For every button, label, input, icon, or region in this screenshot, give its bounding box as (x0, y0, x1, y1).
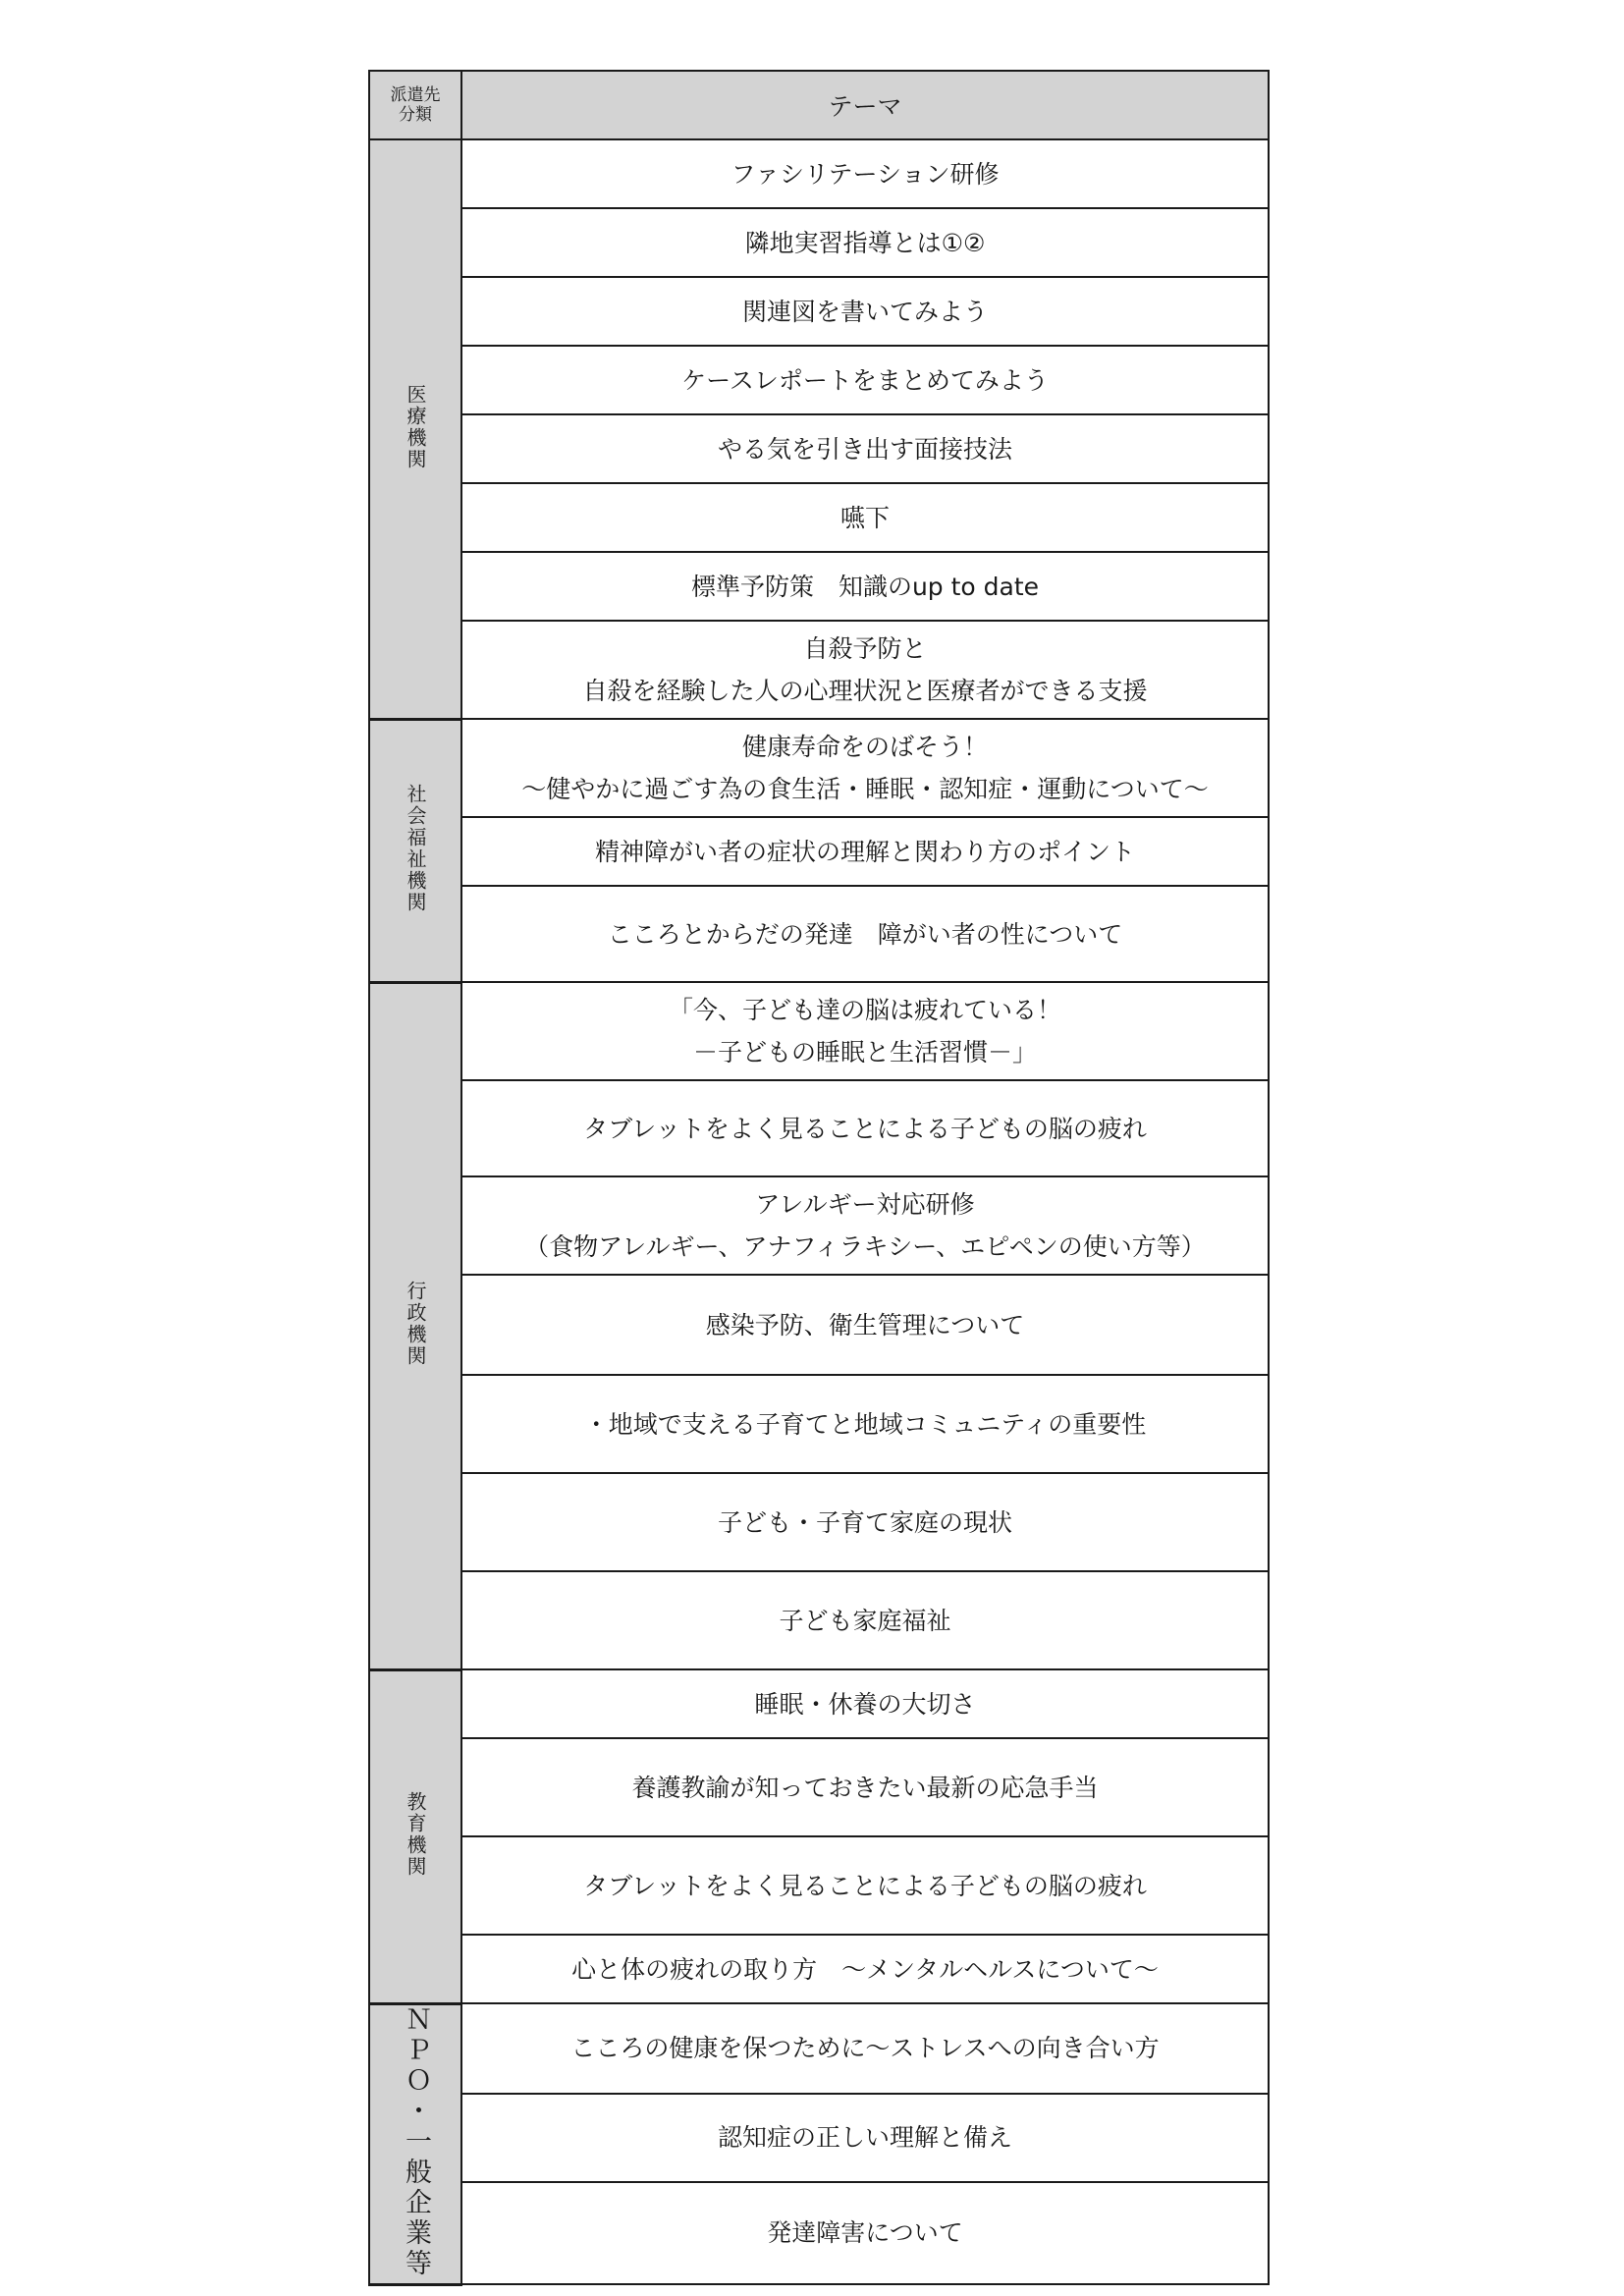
theme-text-line: 嚥下 (839, 503, 890, 532)
theme-text-line: 隣地実習指導とは①② (744, 228, 986, 257)
theme-cell (461, 552, 1269, 621)
theme-cell (461, 719, 1269, 817)
theme-row (369, 621, 1269, 719)
theme-row (369, 1571, 1269, 1669)
theme-row (369, 982, 1269, 1080)
theme-text-line: 標準予防策 知識のup to date (690, 572, 1040, 601)
category-label: 行政機関 (404, 1281, 427, 1367)
theme-row (369, 1669, 1269, 1738)
theme-row (369, 817, 1269, 886)
header-row (369, 71, 1269, 139)
theme-cell (461, 886, 1269, 982)
theme-row (369, 886, 1269, 982)
theme-row (369, 552, 1269, 621)
theme-row (369, 2094, 1269, 2182)
theme-cell (461, 2003, 1269, 2094)
category-cell (369, 719, 461, 982)
theme-row (369, 277, 1269, 346)
theme-cell (461, 1080, 1269, 1176)
theme-text-line: タブレットをよく見ることによる子どもの脳の疲れ (583, 1871, 1147, 1900)
theme-row (369, 719, 1269, 817)
theme-row (369, 1935, 1269, 2003)
theme-text-line: 感染予防、衛生管理について (705, 1310, 1025, 1339)
theme-cell (461, 1375, 1269, 1473)
theme-text-line: 養護教諭が知っておきたい最新の応急手当 (631, 1773, 1099, 1802)
theme-text-line: 自殺を経験した人の心理状況と医療者ができる支援 (582, 677, 1148, 705)
theme-cell (461, 2182, 1269, 2284)
theme-row (369, 1473, 1269, 1571)
theme-row (369, 2182, 1269, 2284)
theme-text-line: 自殺予防と (803, 634, 927, 663)
theme-text-line: 関連図を書いてみよう (741, 297, 988, 326)
theme-cell (461, 346, 1269, 414)
theme-text-line: ケースレポートをまとめてみよう (681, 365, 1049, 395)
theme-text-line: 発達障害について (767, 2218, 963, 2248)
theme-row (369, 1176, 1269, 1275)
category-cell (369, 139, 461, 719)
theme-cell (461, 1738, 1269, 1836)
theme-cell (461, 1176, 1269, 1275)
theme-text-line: アレルギー対応研修 (755, 1190, 975, 1219)
category-label: 教育機関 (404, 1791, 427, 1878)
theme-row (369, 139, 1269, 208)
header-category-line-1: 派遣先 (390, 85, 441, 105)
theme-text-line: やる気を引き出す面接技法 (717, 434, 1012, 464)
theme-cell (461, 1571, 1269, 1669)
theme-cell (461, 483, 1269, 552)
theme-text-line: ・地域で支える子育てと地域コミュニティの重要性 (583, 1409, 1147, 1439)
theme-row (369, 346, 1269, 414)
theme-cell (461, 1275, 1269, 1375)
header-theme-cell (461, 71, 1269, 139)
theme-text-line: 認知症の正しい理解と備え (717, 2123, 1012, 2153)
theme-cell (461, 1669, 1269, 1738)
theme-cell (461, 1836, 1269, 1935)
header-category-cell (369, 71, 461, 139)
theme-cell (461, 208, 1269, 277)
theme-text-line: ファシリテーション研修 (731, 159, 1000, 189)
theme-cell (461, 1473, 1269, 1571)
theme-text-line: －子どもの睡眠と生活習慣－」 (692, 1038, 1037, 1066)
theme-text-line: 睡眠・休養の大切さ (754, 1689, 976, 1719)
theme-text-line: 精神障がい者の症状の理解と関わり方のポイント (594, 837, 1135, 866)
category-cell (369, 1669, 461, 2003)
theme-row (369, 2003, 1269, 2094)
category-label: 医療機関 (404, 383, 427, 470)
theme-text-line: こころとからだの発達 障がい者の性について (607, 919, 1123, 949)
theme-text-line: こころの健康を保つために～ストレスへの向き合い方 (570, 2034, 1160, 2063)
category-label: 社会福祉機関 (404, 784, 427, 913)
theme-cell (461, 2094, 1269, 2182)
theme-row (369, 1836, 1269, 1935)
theme-cell (461, 414, 1269, 483)
category-cell (369, 982, 461, 1669)
theme-row (369, 208, 1269, 277)
category-label: ＮＰＯ・一般企業等 (401, 2004, 431, 2279)
theme-cell (461, 1935, 1269, 2003)
theme-row (369, 1080, 1269, 1176)
theme-cell (461, 817, 1269, 886)
theme-text-line: 心と体の疲れの取り方 ～メンタルヘルスについて～ (571, 1954, 1159, 1984)
theme-cell (461, 139, 1269, 208)
theme-text-line: 「今、子ども達の脳は疲れている！ (668, 996, 1061, 1024)
theme-cell (461, 982, 1269, 1080)
theme-cell (461, 277, 1269, 346)
header-category-label (370, 85, 460, 125)
theme-row (369, 414, 1269, 483)
theme-text-line: 健康寿命をのばそう！ (741, 733, 988, 761)
theme-row (369, 1375, 1269, 1473)
header-category-line-2: 分類 (399, 105, 432, 125)
theme-row (369, 483, 1269, 552)
theme-text-line: タブレットをよく見ることによる子どもの脳の疲れ (583, 1114, 1147, 1143)
header-theme-label: テーマ (828, 92, 902, 121)
category-cell (369, 2003, 461, 2284)
theme-row (369, 1275, 1269, 1375)
theme-cell (461, 621, 1269, 719)
theme-table (368, 70, 1270, 2286)
theme-text-line: ～健やかに過ごす為の食生活・睡眠・認知症・運動について～ (521, 775, 1209, 803)
theme-row (369, 1738, 1269, 1836)
theme-text-line: （食物アレルギー、アナフィラキシー、エピペンの使い方等） (524, 1232, 1206, 1261)
theme-text-line: 子ども家庭福祉 (779, 1606, 951, 1635)
theme-text-line: 子ども・子育て家庭の現状 (717, 1507, 1012, 1537)
